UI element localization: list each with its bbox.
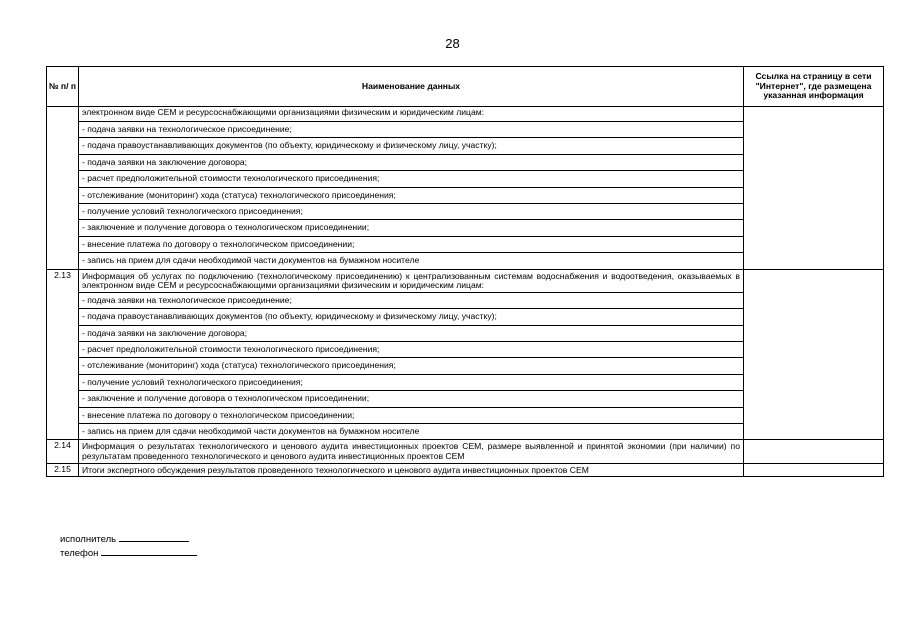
list-item: - заключение и получение договора о технологическом присоединении;	[79, 220, 743, 236]
row-number-empty	[47, 107, 79, 270]
row-link-cell	[744, 463, 884, 477]
list-item: - получение условий технологического присоединения;	[79, 375, 743, 391]
list-item: - отслеживание (мониторинг) хода (статуса) технологического присоединения;	[79, 188, 743, 204]
row-number: 2.15	[47, 463, 79, 477]
data-table	[46, 66, 884, 477]
list-item: - подача заявки на технологическое присоединение;	[79, 293, 743, 309]
row-name-cell	[79, 107, 744, 270]
row-link-cell	[744, 440, 884, 463]
phone-label: телефон	[60, 548, 99, 559]
table-row-continued	[47, 107, 884, 270]
list-item: - расчет предположительной стоимости технологического присоединения;	[79, 342, 743, 358]
list-item: - подача правоустанавливающих документов (по объекту, юридическому и физическому лицу, участку);	[79, 309, 743, 325]
row-name-cell	[79, 269, 744, 440]
row-name-cell	[79, 440, 744, 463]
row-link-cell	[744, 269, 884, 440]
header-link: Ссылка на страницу в сети "Интернет", где размещена указанная информация	[744, 67, 884, 107]
header-name: Наименование данных	[79, 67, 744, 107]
row-number: 2.13	[47, 269, 79, 440]
executor-label: исполнитель	[60, 534, 117, 545]
executor-line	[60, 532, 189, 545]
list-item: - получение условий технологического присоединения;	[79, 204, 743, 220]
list-item: - подача заявки на технологическое присоединение;	[79, 122, 743, 138]
table-header-row	[47, 67, 884, 107]
table-row-2-15	[47, 463, 884, 477]
row-name-cell	[79, 463, 744, 477]
list-item: - расчет предположительной стоимости технологического присоединения;	[79, 171, 743, 187]
list-item: - запись на прием для сдачи необходимой части документов на бумажном носителе	[82, 425, 420, 436]
header-number: № п/ п	[47, 67, 79, 107]
table-row-2-14	[47, 440, 884, 463]
executor-signature-blank[interactable]	[119, 532, 189, 542]
phone-line	[60, 546, 197, 559]
row-link-cell	[744, 107, 884, 270]
list-item: - заключение и получение договора о технологическом присоединении;	[79, 391, 743, 407]
list-item: - запись на прием для сдачи необходимой части документов на бумажном носителе	[82, 255, 420, 266]
list-item: - внесение платежа по договору о технологическом присоединении;	[79, 237, 743, 253]
row-text: Итоги экспертного обсуждения результатов проведенного технологического и ценового аудита инвестиционных проектов СЕМ	[82, 464, 589, 475]
list-item: - внесение платежа по договору о технологическом присоединении;	[79, 408, 743, 424]
list-item: - отслеживание (мониторинг) хода (статуса) технологического присоединения;	[79, 358, 743, 374]
row-number: 2.14	[47, 440, 79, 463]
table-row-2-13	[47, 269, 884, 440]
list-item: - подача правоустанавливающих документов (по объекту, юридическому и физическому лицу, участку);	[79, 138, 743, 154]
list-item: - подача заявки на заключение договора;	[79, 155, 743, 171]
phone-blank[interactable]	[101, 546, 197, 556]
row-intro-text: Информация об услугах по подключению (технологическому присоединению) к централизованным системам водоснабжения и водоотведения, оказываемых в электронном виде СЕМ и ресурсоснабжающими организациями физическим и юридическим лицам:	[79, 270, 743, 293]
list-item: электронном виде СЕМ и ресурсоснабжающими организациями физическим и юридическим лицам:	[79, 107, 743, 122]
list-item: - подача заявки на заключение договора;	[79, 326, 743, 342]
row-text: Информация о результатах технологического и ценового аудита инвестиционных проектов СЕМ, размере выявленной и принятой экономии (при наличии) по результатам проведенного технологического и ценового аудита инвестиционных проектов СЕМ	[82, 441, 740, 461]
page-number: 28	[445, 36, 460, 51]
